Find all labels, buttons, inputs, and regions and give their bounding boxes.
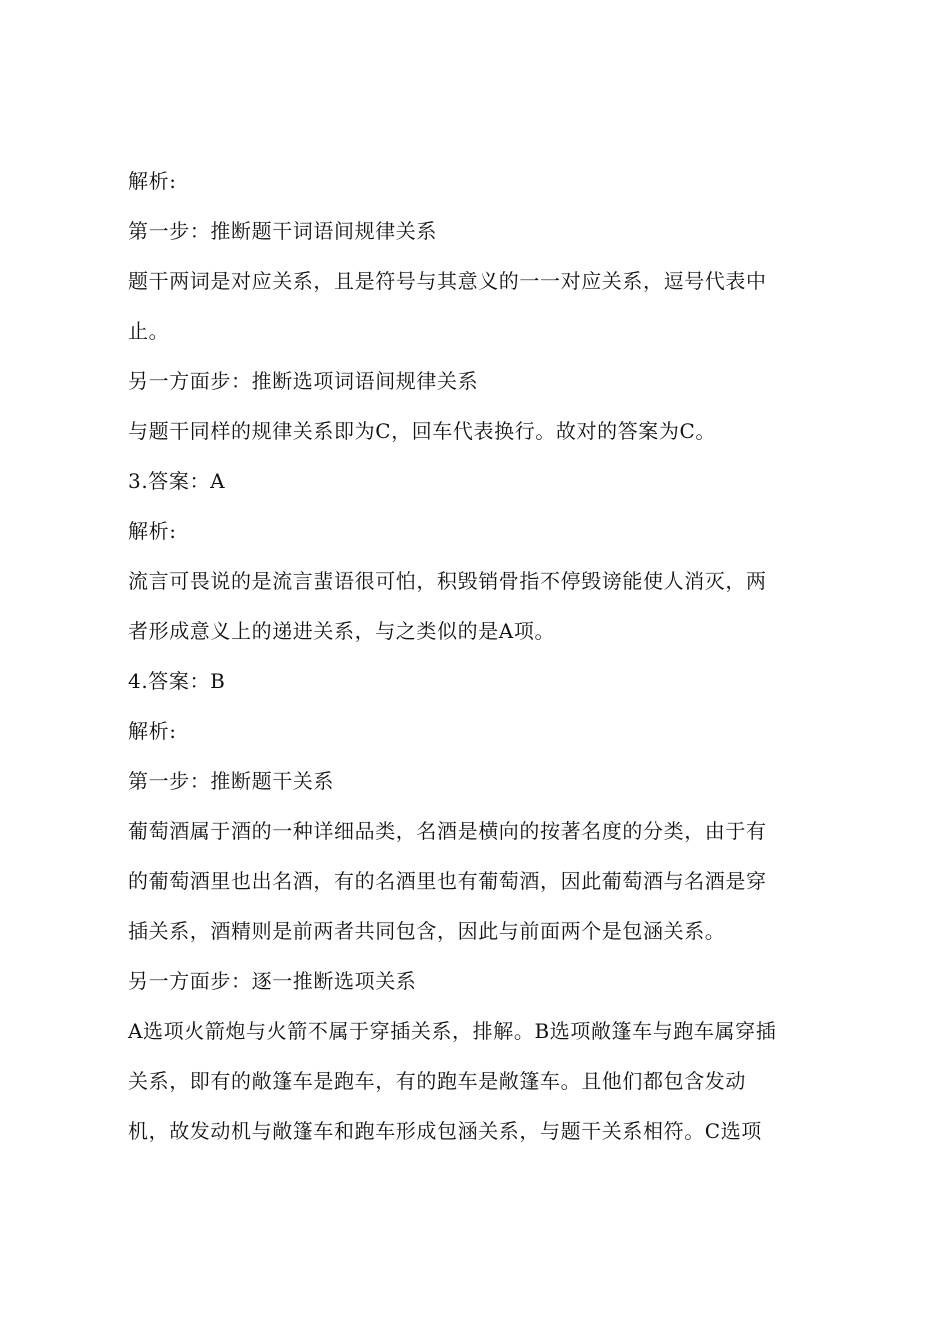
text-line: 关系，即有的敞篷车是跑车，有的跑车是敞篷车。且他们都包含发动 <box>128 1069 746 1093</box>
text-line: 者形成意义上的递进关系，与之类似的是A项。 <box>128 619 556 643</box>
text-line: 流言可畏说的是流言蜚语很可怕，积毁销骨指不停毁谤能使人消灭，两 <box>128 569 767 593</box>
text-line: 解析: <box>128 519 177 543</box>
text-line: 题干两词是对应关系，且是符号与其意义的一一对应关系，逗号代表中 <box>128 269 767 293</box>
text-line: 止。 <box>128 319 170 343</box>
text-line: 葡萄酒属于酒的一种详细品类，名酒是横向的按著名度的分类，由于有 <box>128 819 767 843</box>
text-line: 与题干同样的规律关系即为C，回车代表换行。故对的答案为C。 <box>128 419 717 443</box>
text-line: 解析: <box>128 719 177 743</box>
text-line: A选项火箭炮与火箭不属于穿插关系，排解。B选项敞篷车与跑车属穿插 <box>128 1019 777 1043</box>
text-line: 第一步：推断题干词语间规律关系 <box>128 219 437 243</box>
text-line: 解析: <box>128 169 177 193</box>
text-line: 另一方面步：逐一推断选项关系 <box>128 969 417 993</box>
text-line: 插关系，酒精则是前两者共同包含，因此与前面两个是包涵关系。 <box>128 919 726 943</box>
text-line: 的葡萄酒里也出名酒，有的名酒里也有葡萄酒，因此葡萄酒与名酒是穿 <box>128 869 767 893</box>
answer-heading: 3.答案：A <box>128 469 226 493</box>
text-line: 机，故发动机与敞篷车和跑车形成包涵关系，与题干关系相符。C选项 <box>128 1119 762 1143</box>
text-line: 另一方面步：推断选项词语间规律关系 <box>128 369 479 393</box>
answer-heading: 4.答案：B <box>128 669 226 693</box>
document-body <box>128 156 830 1156</box>
text-line: 第一步：推断题干关系 <box>128 769 334 793</box>
